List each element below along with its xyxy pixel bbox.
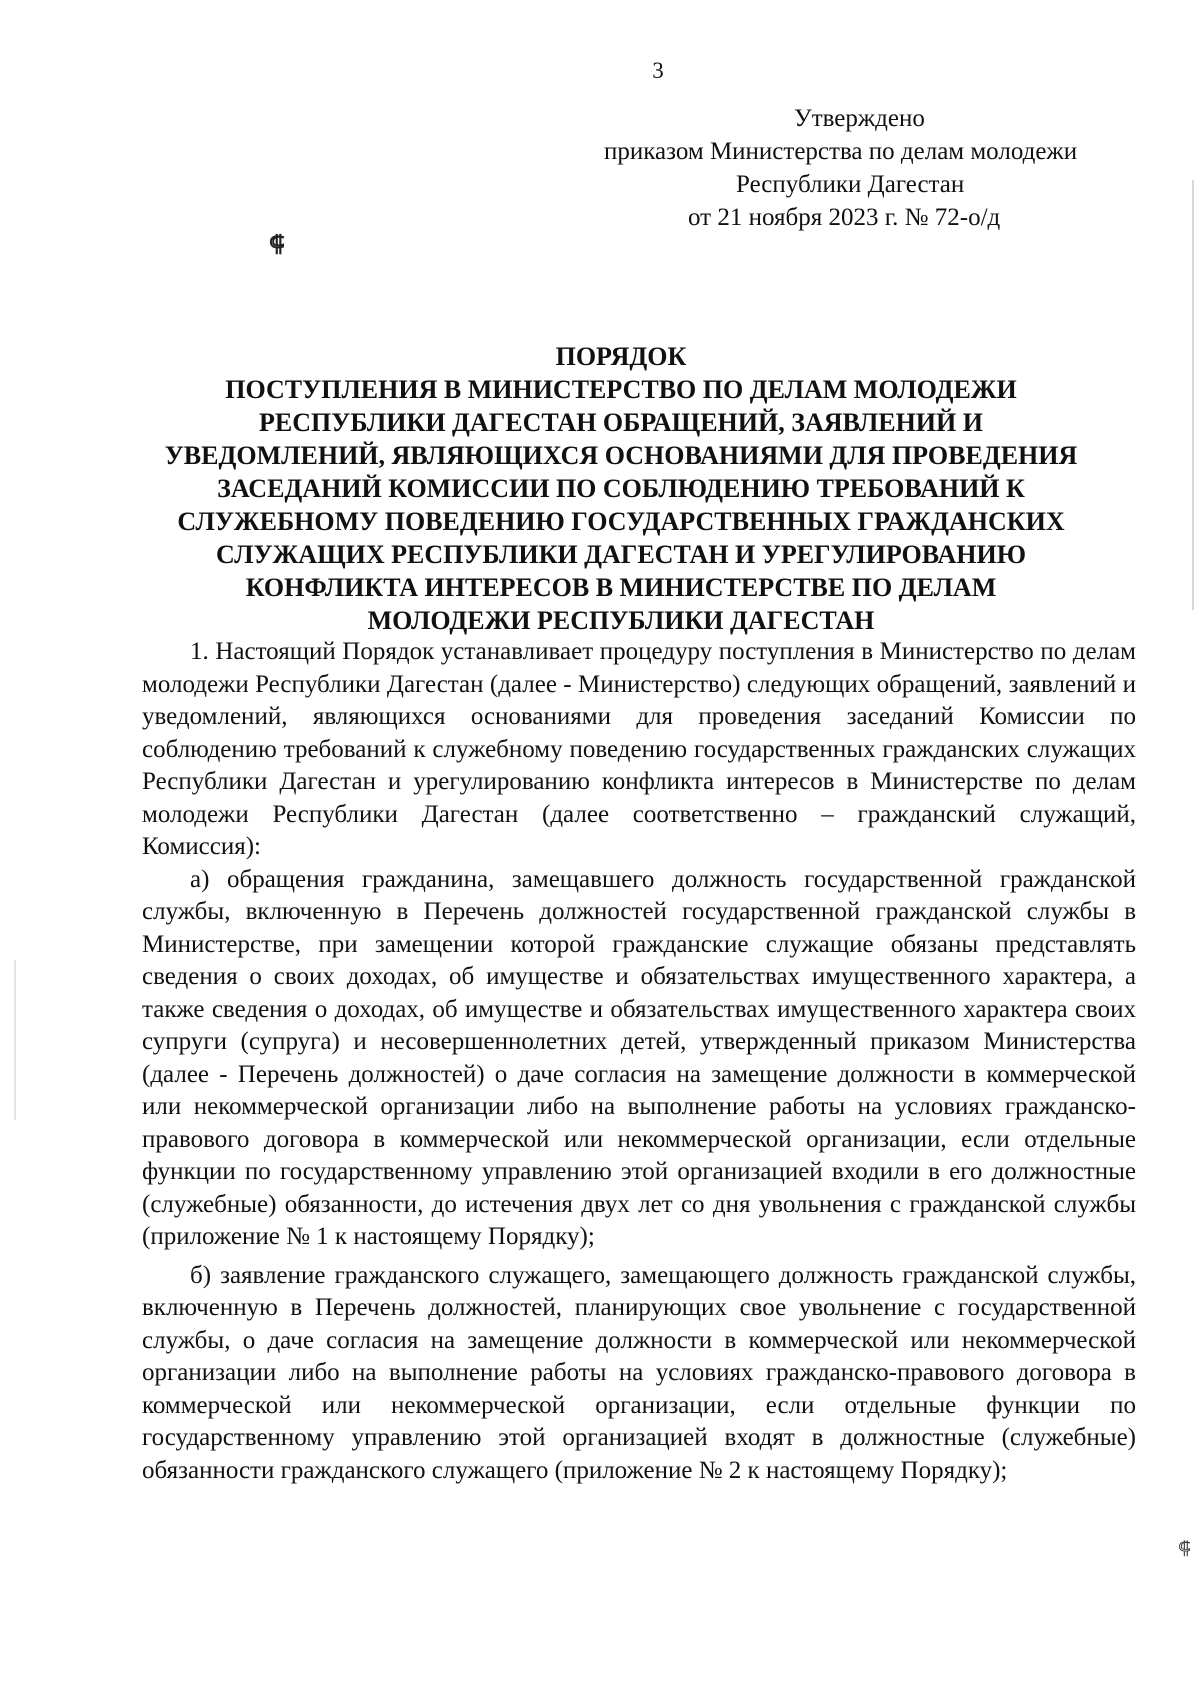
title-line: СЛУЖАЩИХ РЕСПУБЛИКИ ДАГЕСТАН И УРЕГУЛИРОВАНИЮ [216,540,1026,569]
approval-line: приказом Министерства по делам молодежи [604,138,1078,165]
scan-edge-line [14,960,16,1120]
page-number: 3 [652,58,664,83]
title-line: КОНФЛИКТА ИНТЕРЕСОВ В МИНИСТЕРСТВЕ ПО ДЕЛАМ [245,573,997,602]
document-title [100,340,1142,637]
scan-artifact-mark: ⸿ [269,231,285,256]
approval-line: Республики Дагестан [736,171,965,198]
title-line: ПОРЯДОК [555,342,687,371]
title-line: МОЛОДЕЖИ РЕСПУБЛИКИ ДАГЕСТАН [367,606,875,635]
approval-stamp [604,102,1144,234]
paragraph-1: 1. Настоящий Порядок устанавливает процедуру поступления в Министерство по делам молодежи Республики Дагестан (далее - Министерство) следующих обращений, заявлений и уведомлений, являющихся основаниями для проведения заседаний Комиссии по соблюдению требований к служебному поведению государственных гражданских служащих Республики Дагестан и урегулированию конфликта интересов в Министерстве по делам молодежи Республики Дагестан (далее соответственно – гражданский служащий, Комиссия): [142,638,1136,860]
title-line: РЕСПУБЛИКИ ДАГЕСТАН ОБРАЩЕНИЙ, ЗАЯВЛЕНИЙ И [259,408,983,437]
title-line: ПОСТУПЛЕНИЯ В МИНИСТЕРСТВО ПО ДЕЛАМ МОЛОДЕЖИ [225,375,1017,404]
approval-line: Утверждено [794,105,925,132]
scan-artifact-mark: ⸿ [1178,1538,1191,1558]
title-line: ЗАСЕДАНИЙ КОМИССИИ ПО СОБЛЮДЕНИЮ ТРЕБОВАНИЙ К [217,474,1025,503]
title-line: СЛУЖЕБНОМУ ПОВЕДЕНИЮ ГОСУДАРСТВЕННЫХ ГРАЖДАНСКИХ [177,507,1065,536]
title-line: УВЕДОМЛЕНИЙ, ЯВЛЯЮЩИХСЯ ОСНОВАНИЯМИ ДЛЯ ПРОВЕДЕНИЯ [164,441,1078,470]
document-body [142,636,1136,1487]
paragraph-a: а) обращения гражданина, замещавшего должность государственной гражданской службы, включенную в Перечень должностей государственной гражданской службы в Министерстве, при замещении которой гражданские служащие обязаны представлять сведения о своих доходах, об имуществе и обязательствах имущественного характера, а также сведения о доходах, об имуществе и обязательствах имущественного характера своих супруги (супруга) и несовершеннолетних детей, утвержденный приказом Министерства (далее - Перечень должностей) о даче согласия на замещение должности в коммерческой или некоммерческой организации либо на выполнение работы на условиях гражданско-правового договора в коммерческой или некоммерческой организации, если отдельные функции по государственному управлению этой организацией входили в его должностные (служебные) обязанности, до истечения двух лет со дня увольнения с гражданской службы (приложение № 1 к настоящему Порядку); [142,865,1136,1250]
scan-edge-line [1192,180,1194,610]
approval-line: от 21 ноября 2023 г. № 72-о/д [688,204,1001,231]
paragraph-b: б) заявление гражданского служащего, замещающего должность гражданской службы, включенную в Перечень должностей, планирующих свое увольнение с государственной службы, о даче согласия на замещение должности в коммерческой или некоммерческой организации либо на выполнение работы на условиях гражданско-правового договора в коммерческой или некоммерческой организации, если отдельные функции по государственному управлению этой организацией входят в должностные (служебные) обязанности гражданского служащего (приложение № 2 к настоящему Порядку); [142,1261,1136,1484]
